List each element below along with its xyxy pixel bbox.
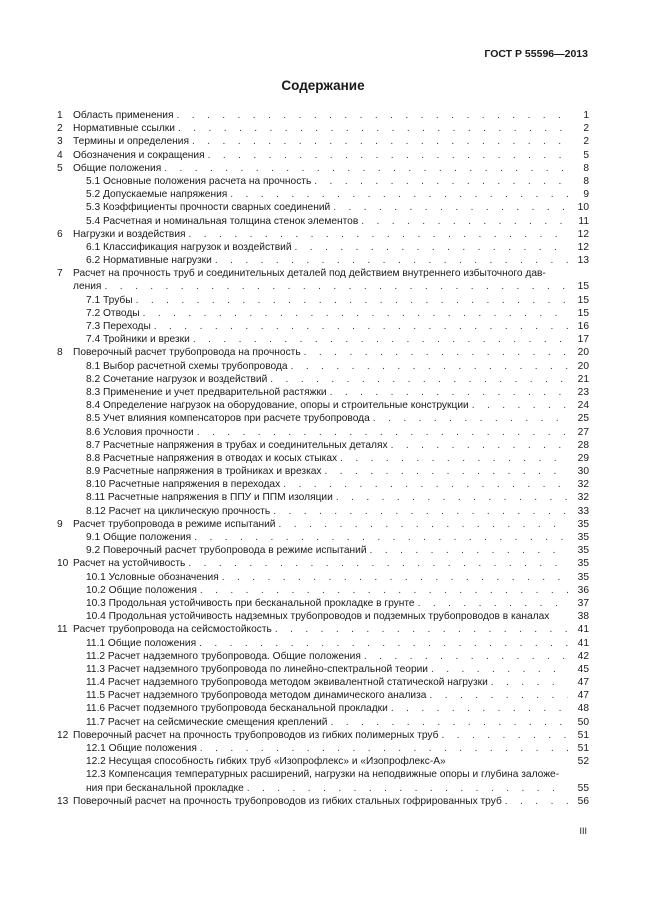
toc-entry[interactable] <box>57 491 589 504</box>
toc-entry-page: 48 <box>577 703 589 715</box>
toc-leader-dots <box>295 241 568 254</box>
table-of-contents <box>57 109 589 808</box>
toc-entry[interactable] <box>57 610 589 623</box>
toc-entry-page: 47 <box>577 677 589 689</box>
toc-entry-title: 6.1 Классификация нагрузок и воздействий <box>86 241 292 253</box>
toc-entry-page: 41 <box>577 624 589 636</box>
toc-entry-title: Поверочный расчет на прочность трубопроводов из гибких полимерных труб <box>73 729 439 741</box>
toc-leader-dots <box>192 135 568 148</box>
toc-entry-page: 51 <box>577 729 589 741</box>
toc-entry-page: 10 <box>577 202 589 214</box>
toc-entry-title: 11.3 Расчет надземного трубопровода по линейно-спектральной теории <box>86 663 428 675</box>
toc-entry[interactable] <box>57 228 589 241</box>
toc-entry-title: 7.2 Отводы <box>86 307 140 319</box>
toc-leader-dots <box>364 650 568 663</box>
toc-entry-page: 32 <box>577 479 589 491</box>
toc-entry-page: 35 <box>577 558 589 570</box>
toc-entry-title: 11.4 Расчет надземного трубопровода методом эквивалентной статической нагрузки <box>86 677 488 689</box>
toc-entry-page: 51 <box>577 743 589 754</box>
toc-entry-page: 13 <box>577 255 589 267</box>
toc-entry-title: 7.4 Тройники и врезки <box>86 334 190 346</box>
toc-entry-title: 11.2 Расчет надземного трубопровода. Общие положения <box>86 650 361 662</box>
toc-leader-dots <box>370 544 568 557</box>
toc-leader-dots <box>154 320 568 333</box>
toc-entry-title: 8.12 Расчет на циклическую прочность <box>86 505 271 517</box>
toc-entry[interactable] <box>57 676 589 689</box>
toc-leader-dots <box>164 162 568 175</box>
toc-entry[interactable] <box>57 215 589 228</box>
toc-entry[interactable] <box>57 702 589 715</box>
toc-entry-number: 10 <box>57 558 69 570</box>
toc-entry-number: 6 <box>57 228 63 240</box>
toc-leader-dots <box>431 663 568 676</box>
toc-entry-page: 21 <box>577 373 589 385</box>
toc-entry-title: 8.3 Применение и учет предварительной растяжки <box>86 386 327 398</box>
toc-leader-dots <box>291 360 568 373</box>
toc-entry[interactable] <box>57 755 589 768</box>
toc-entry-page: 11 <box>578 215 589 227</box>
toc-entry-number: 12 <box>57 729 69 741</box>
toc-entry-page: 8 <box>583 175 589 187</box>
toc-entry[interactable] <box>57 412 589 425</box>
toc-entry-page: 30 <box>577 466 589 478</box>
toc-entry-title: 8.7 Расчетные напряжения в трубах и соединительных деталях <box>86 439 388 451</box>
toc-entry-title: 9.2 Поверочный расчет трубопровода в режиме испытаний <box>86 545 367 557</box>
toc-entry[interactable] <box>57 346 589 359</box>
toc-leader-dots <box>189 228 568 241</box>
toc-leader-dots <box>208 149 568 162</box>
toc-entry[interactable] <box>57 254 589 267</box>
toc-entry-title: 6.2 Нормативные нагрузки <box>86 255 212 267</box>
toc-entry-page: 24 <box>577 400 589 412</box>
toc-entry[interactable] <box>57 452 589 465</box>
toc-entry[interactable] <box>57 439 589 452</box>
page-number: III <box>579 826 587 836</box>
toc-entry-title: 11.1 Общие положения <box>86 637 197 649</box>
toc-entry-title: Нагрузки и воздействия <box>73 228 186 240</box>
toc-entry-title: Термины и определения <box>73 136 189 148</box>
toc-entry-page: 17 <box>577 334 589 346</box>
toc-entry-number: 8 <box>57 347 63 359</box>
toc-entry-page: 38 <box>577 611 589 623</box>
toc-entry-page: 15 <box>577 294 589 306</box>
toc-entry-title: 5.1 Основные положения расчета на прочность <box>86 175 312 187</box>
toc-entry-title: ния при бесканальной прокладке <box>86 782 244 794</box>
toc-entry-page: 23 <box>577 386 589 398</box>
toc-entry-title: 8.6 Условия прочности <box>86 426 194 438</box>
toc-entry-title: 5.2 Допускаемые напряжения <box>86 189 228 201</box>
toc-entry-page: 37 <box>577 597 589 609</box>
toc-entry[interactable] <box>57 768 589 781</box>
toc-entry-title: 7.1 Трубы <box>86 294 133 306</box>
toc-entry-page: 52 <box>577 756 589 768</box>
toc-entry[interactable] <box>57 465 589 478</box>
toc-entry-page: 8 <box>583 162 589 174</box>
toc-entry-title: ления <box>73 281 102 293</box>
toc-leader-dots <box>270 373 568 386</box>
toc-entry[interactable] <box>57 201 589 214</box>
document-header: ГОСТ Р 55596—2013 <box>484 48 588 60</box>
toc-entry-page: 2 <box>583 123 589 135</box>
toc-entry[interactable] <box>57 149 589 162</box>
toc-entry-title: 7.3 Переходы <box>86 321 151 332</box>
toc-entry-title: 9.1 Общие положения <box>86 532 192 543</box>
toc-entry-page: 20 <box>577 360 589 372</box>
toc-entry-title: 11.7 Расчет на сейсмические смещения креплений <box>86 716 328 728</box>
toc-entry[interactable] <box>57 122 589 135</box>
toc-entry[interactable] <box>57 716 589 729</box>
toc-entry-page: 36 <box>577 584 589 596</box>
toc-entry-page: 41 <box>577 637 589 649</box>
toc-entry[interactable] <box>57 162 589 175</box>
toc-leader-dots <box>194 531 568 544</box>
toc-entry-title: Расчет трубопровода в режиме испытаний <box>73 518 276 530</box>
toc-leader-dots <box>222 571 568 584</box>
toc-leader-dots <box>336 491 568 504</box>
toc-entry[interactable] <box>57 188 589 201</box>
toc-leader-dots <box>143 307 568 320</box>
toc-leader-dots <box>247 782 568 795</box>
toc-entry-page: 16 <box>577 321 589 332</box>
toc-entry[interactable] <box>57 531 589 544</box>
toc-leader-dots <box>391 439 568 452</box>
toc-entry[interactable] <box>57 360 589 373</box>
toc-entry-title: Обозначения и сокращения <box>73 149 205 161</box>
toc-leader-dots <box>193 333 568 346</box>
toc-entry-number: 9 <box>57 518 63 530</box>
toc-entry-title: 5.3 Коэффициенты прочности сварных соединений <box>86 202 331 214</box>
toc-entry[interactable] <box>57 109 589 122</box>
toc-leader-dots <box>197 426 568 439</box>
toc-entry-title: Расчет на прочность труб и соединительных деталей под действием внутреннего избыточного дав- <box>73 268 546 280</box>
toc-entry[interactable] <box>57 280 589 293</box>
toc-entry-page: 55 <box>577 782 589 794</box>
toc-entry[interactable] <box>57 584 589 597</box>
toc-entry[interactable] <box>57 241 589 254</box>
toc-leader-dots <box>304 346 568 359</box>
toc-entry-title: Общие положения <box>73 162 162 174</box>
toc-entry[interactable] <box>57 373 589 386</box>
toc-entry-title: Область применения <box>73 110 174 121</box>
toc-entry-page: 27 <box>577 426 589 438</box>
toc-entry-title: 8.11 Расчетные напряжения в ППУ и ППМ изоляции <box>86 492 333 504</box>
toc-entry-title: Расчет трубопровода на сейсмостойкость <box>73 624 272 636</box>
toc-leader-dots <box>215 254 568 267</box>
toc-leader-dots <box>325 465 568 478</box>
toc-entry-page: 47 <box>577 690 589 702</box>
toc-entry[interactable] <box>57 478 589 491</box>
toc-entry-title: 8.1 Выбор расчетной схемы трубопровода <box>86 360 288 372</box>
toc-entry[interactable] <box>57 386 589 399</box>
toc-leader-dots <box>275 623 568 636</box>
toc-entry-title: 8.2 Сочетание нагрузок и воздействий <box>86 373 268 385</box>
toc-entry-number: 5 <box>57 162 63 174</box>
toc-entry-number: 3 <box>57 136 63 148</box>
toc-entry-page: 35 <box>577 518 589 530</box>
toc-leader-dots <box>279 518 569 531</box>
toc-entry-title: Поверочный расчет на прочность трубопроводов из гибких стальных гофрированных труб <box>73 795 502 807</box>
toc-leader-dots <box>273 505 568 518</box>
toc-leader-dots <box>178 122 568 135</box>
toc-entry-title: 10.2 Общие положения <box>86 584 197 596</box>
toc-entry-title: 8.9 Расчетные напряжения в тройниках и врезках <box>86 466 322 478</box>
toc-entry-title: 11.6 Расчет подземного трубопровода бесканальной прокладки <box>86 703 388 715</box>
toc-leader-dots <box>104 280 568 293</box>
toc-entry-page: 42 <box>577 650 589 662</box>
toc-entry[interactable] <box>57 505 589 518</box>
toc-entry[interactable] <box>57 623 589 636</box>
toc-entry-page: 2 <box>583 136 589 148</box>
toc-leader-dots <box>230 188 568 201</box>
toc-entry[interactable] <box>57 597 589 610</box>
toc-entry[interactable] <box>57 426 589 439</box>
toc-entry-title: Нормативные ссылки <box>73 123 175 135</box>
toc-entry-page: 25 <box>577 413 589 425</box>
toc-entry[interactable] <box>57 782 589 795</box>
toc-leader-dots <box>176 109 568 122</box>
toc-entry[interactable] <box>57 518 589 531</box>
toc-entry-page: 56 <box>577 795 589 807</box>
toc-leader-dots <box>491 676 568 689</box>
toc-entry-page: 20 <box>577 347 589 359</box>
toc-leader-dots <box>136 294 568 307</box>
toc-entry[interactable] <box>57 307 589 320</box>
toc-entry-title: 10.4 Продольная устойчивость надземных трубопроводов и подземных трубопроводов в каналах <box>86 611 550 623</box>
toc-entry-number: 4 <box>57 149 63 161</box>
toc-entry[interactable] <box>57 333 589 346</box>
toc-entry-page: 5 <box>583 149 589 161</box>
toc-entry-page: 9 <box>583 189 589 201</box>
toc-entry-page: 33 <box>577 505 589 517</box>
toc-entry-title: Расчет на устойчивость <box>73 558 186 570</box>
toc-entry[interactable] <box>57 399 589 412</box>
toc-entry-page: 50 <box>577 716 589 728</box>
toc-leader-dots <box>505 795 568 808</box>
toc-entry-title: 8.8 Расчетные напряжения в отводах и косых стыках <box>86 452 338 464</box>
toc-entry[interactable] <box>57 689 589 702</box>
toc-entry-title: Поверочный расчет трубопровода на прочность <box>73 347 301 359</box>
toc-entry-page: 1 <box>583 110 589 121</box>
toc-entry-title: 12.2 Несущая способность гибких труб «Изопрофлекс» и «Изопрофлекс-А» <box>86 756 446 768</box>
toc-entry-page: 12 <box>577 228 589 240</box>
toc-entry-title: 5.4 Расчетная и номинальная толщина стенок элементов <box>86 215 359 227</box>
toc-entry-number: 2 <box>57 123 63 135</box>
toc-entry-page: 35 <box>577 571 589 583</box>
toc-entry-number: 7 <box>57 268 63 280</box>
toc-leader-dots <box>200 742 568 755</box>
toc-leader-dots <box>429 689 568 702</box>
toc-entry-page: 35 <box>577 545 589 557</box>
toc-leader-dots <box>373 412 568 425</box>
toc-entry-page: 12 <box>577 241 589 253</box>
toc-leader-dots <box>441 729 568 742</box>
toc-entry-number: 13 <box>57 795 69 807</box>
toc-entry[interactable] <box>57 320 589 333</box>
toc-leader-dots <box>188 557 568 570</box>
toc-entry-title: 8.5 Учет влияния компенсаторов при расчете трубопровода <box>86 413 370 425</box>
toc-entry[interactable] <box>57 795 589 808</box>
toc-entry-title: 10.1 Условные обозначения <box>86 571 219 583</box>
toc-entry-page: 29 <box>577 452 589 464</box>
toc-entry-page: 32 <box>577 492 589 504</box>
toc-entry-page: 15 <box>577 281 589 293</box>
toc-leader-dots <box>391 702 568 715</box>
toc-entry[interactable] <box>57 729 589 742</box>
toc-entry-title: 8.10 Расчетные напряжения в переходах <box>86 479 281 491</box>
toc-entry[interactable] <box>57 742 589 755</box>
toc-entry-number: 11 <box>57 624 68 636</box>
toc-leader-dots <box>330 386 568 399</box>
toc-leader-dots <box>472 399 568 412</box>
toc-leader-dots <box>361 215 568 228</box>
toc-entry[interactable] <box>57 294 589 307</box>
toc-leader-dots <box>340 452 568 465</box>
toc-entry-page: 45 <box>577 663 589 675</box>
page-title: Содержание <box>281 78 365 93</box>
toc-entry-title: 12.1 Общие положения <box>86 743 197 754</box>
toc-entry[interactable] <box>57 267 589 280</box>
toc-entry-title: 12.3 Компенсация температурных расширений, нагрузки на неподвижные опоры и глубина заложе- <box>86 769 560 781</box>
toc-leader-dots <box>283 478 568 491</box>
toc-leader-dots <box>333 201 568 214</box>
toc-entry-title: 11.5 Расчет надземного трубопровода методом динамического анализа <box>86 690 427 702</box>
toc-entry[interactable] <box>57 663 589 676</box>
toc-entry-title: 8.4 Определение нагрузок на оборудование, опоры и строительные конструкции <box>86 400 469 412</box>
toc-leader-dots <box>331 716 569 729</box>
toc-leader-dots <box>199 637 568 650</box>
toc-entry-title: 10.3 Продольная устойчивость при бесканальной прокладке в грунте <box>86 597 415 609</box>
toc-entry[interactable] <box>57 637 589 650</box>
toc-entry-page: 15 <box>577 307 589 319</box>
toc-entry[interactable] <box>57 557 589 570</box>
toc-leader-dots <box>200 584 568 597</box>
toc-entry[interactable] <box>57 571 589 584</box>
toc-entry-page: 35 <box>577 532 589 543</box>
toc-leader-dots <box>418 597 568 610</box>
toc-leader-dots <box>314 175 568 188</box>
toc-entry-number: 1 <box>57 110 63 121</box>
toc-entry[interactable] <box>57 175 589 188</box>
toc-entry[interactable] <box>57 544 589 557</box>
toc-entry-page: 28 <box>577 439 589 451</box>
toc-entry[interactable] <box>57 135 589 148</box>
toc-entry[interactable] <box>57 650 589 663</box>
